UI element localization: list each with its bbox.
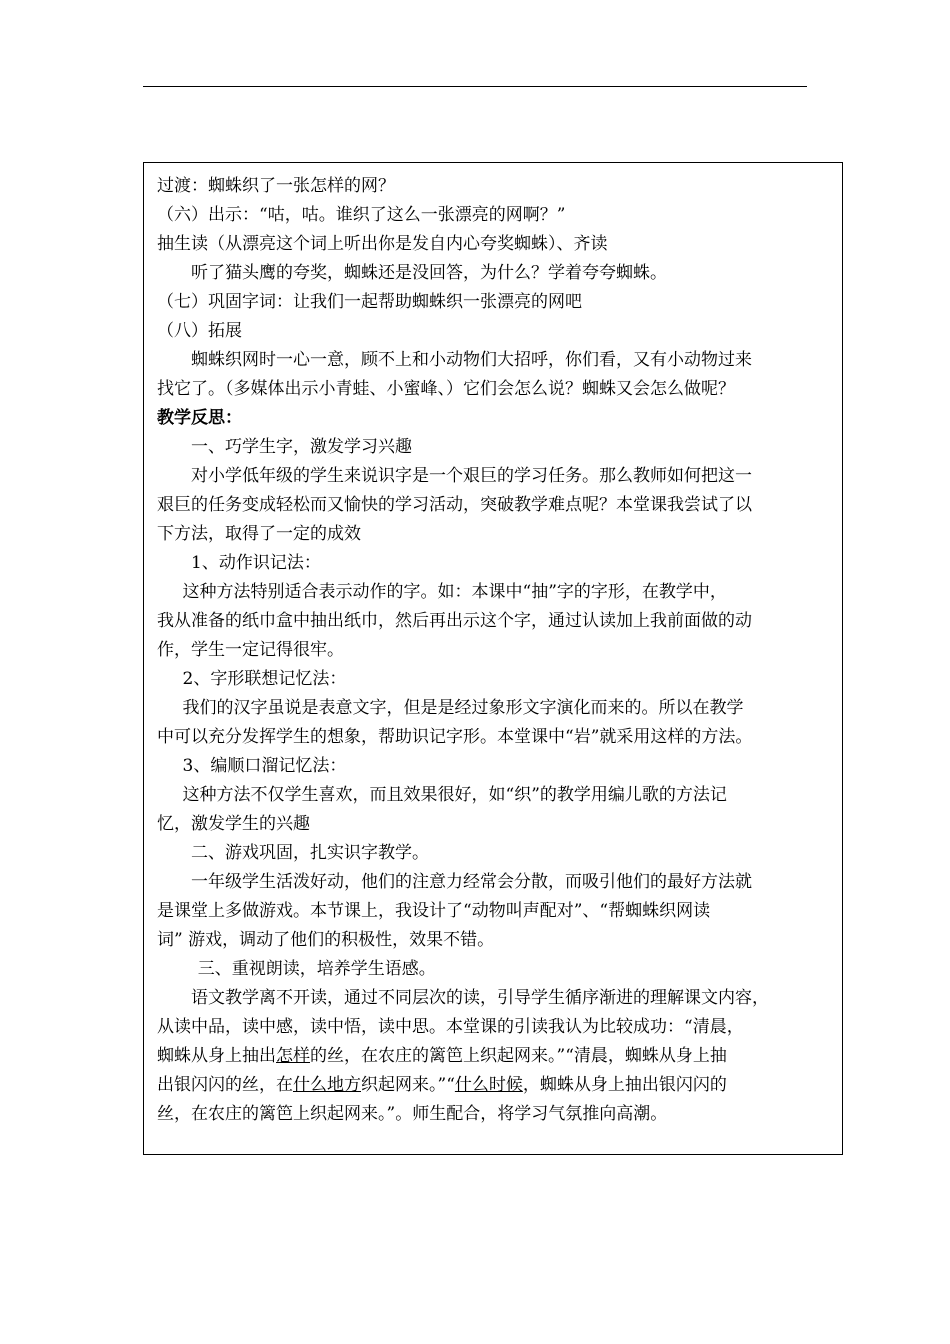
text-line: 作，学生一定记得很牢。 (157, 640, 344, 660)
header-rule (143, 86, 807, 87)
text-line: 过渡：蜘蛛织了一张怎样的网？ (157, 176, 395, 196)
text-line: 这种方法不仅学生喜欢，而且效果很好，如“织”的教学用编儿歌的方法记 (182, 785, 727, 805)
lesson-reflection-box (143, 162, 843, 1155)
text-line: 词” 游戏，调动了他们的积极性，效果不错。 (157, 930, 495, 950)
text-line: （七）巩固字词：让我们一起帮助蜘蛛织一张漂亮的网吧 (157, 292, 582, 312)
text-line: 忆，激发学生的兴趣 (157, 814, 310, 834)
text-line: 一年级学生活泼好动，他们的注意力经常会分散，而吸引他们的最好方法就 (191, 872, 752, 892)
text-line: 这种方法特别适合表示动作的字。如：本课中“抽”字的字形，在教学中， (182, 582, 727, 602)
text-line: 是课堂上多做游戏。本节课上，我设计了“动物叫声配对”、“帮蜘蛛织网读 (157, 901, 711, 921)
text-segment: 出银闪闪的丝，在 (157, 1075, 293, 1095)
text-segment: 的丝，在农庄的篱笆上织起网来。”“清晨，蜘蛛从身上抽 (310, 1046, 727, 1066)
text-line: （六）出示：“咕，咕。谁织了这么一张漂亮的网啊？” (157, 205, 566, 225)
text-line: 中可以充分发挥学生的想象，帮助识记字形。本堂课中“岩”就采用这样的方法。 (157, 727, 753, 747)
text-line: 找它了。（多媒体出示小青蛙、小蜜峰、）它们会怎么说？蜘蛛又会怎么做呢？ (157, 379, 735, 399)
text-line: （八）拓展 (157, 321, 242, 341)
text-line: 艰巨的任务变成轻松而又愉快的学习活动，突破教学难点呢？本堂课我尝试了以 (157, 495, 752, 515)
text-segment: 织起网来。”“ (361, 1075, 455, 1095)
text-line: 2、字形联想记忆法： (182, 669, 347, 689)
text-line: 三、重视朗读，培养学生语感。 (197, 959, 436, 979)
text-line: 蜘蛛织网时一心一意，顾不上和小动物们大招呼，你们看，又有小动物过来 (191, 350, 752, 370)
text-line: 语文教学离不开读，通过不同层次的读，引导学生循序渐进的理解课文内容， (191, 988, 769, 1008)
text-line: 我们的汉字虽说是表意文字，但是是经过象形文字演化而来的。所以在教学 (182, 698, 744, 718)
text-line: 3、编顺口溜记忆法： (182, 756, 347, 776)
text-line: 从读中品，读中感，读中悟，读中思。本堂课的引读我认为比较成功：“清晨， (157, 1017, 744, 1037)
text-line: 对小学低年级的学生来说识字是一个艰巨的学习任务。那么教师如何把这一 (191, 466, 752, 486)
text-line: 二、游戏巩固，扎实识字教学。 (191, 843, 429, 863)
text-line (157, 1071, 836, 1100)
text-line: 一、巧学生字，激发学习兴趣 (191, 437, 412, 457)
section-heading: 教学反思： (157, 408, 242, 428)
text-line: 听了猫头鹰的夸奖，蜘蛛还是没回答，为什么？学着夸夸蜘蛛。 (191, 263, 667, 283)
underlined-phrase: 什么地方 (293, 1075, 361, 1095)
text-line: 我从准备的纸巾盒中抽出纸巾，然后再出示这个字，通过认读加上我前面做的动 (157, 611, 752, 631)
underlined-phrase: 怎样 (276, 1046, 310, 1066)
text-line: 1、动作识记法： (191, 553, 321, 573)
text-line: 抽生读（从漂亮这个词上听出你是发自内心夸奖蜘蛛）、齐读 (157, 234, 608, 254)
text-line: 下方法，取得了一定的成效 (157, 524, 361, 544)
text-line: 丝，在农庄的篱笆上织起网来。”。师生配合，将学习气氛推向高潮。 (157, 1104, 668, 1124)
text-segment: 蜘蛛从身上抽出 (157, 1046, 276, 1066)
text-line (157, 1042, 836, 1071)
underlined-phrase: 什么时候 (454, 1075, 523, 1095)
text-segment: ，蜘蛛从身上抽出银闪闪的 (522, 1075, 727, 1095)
